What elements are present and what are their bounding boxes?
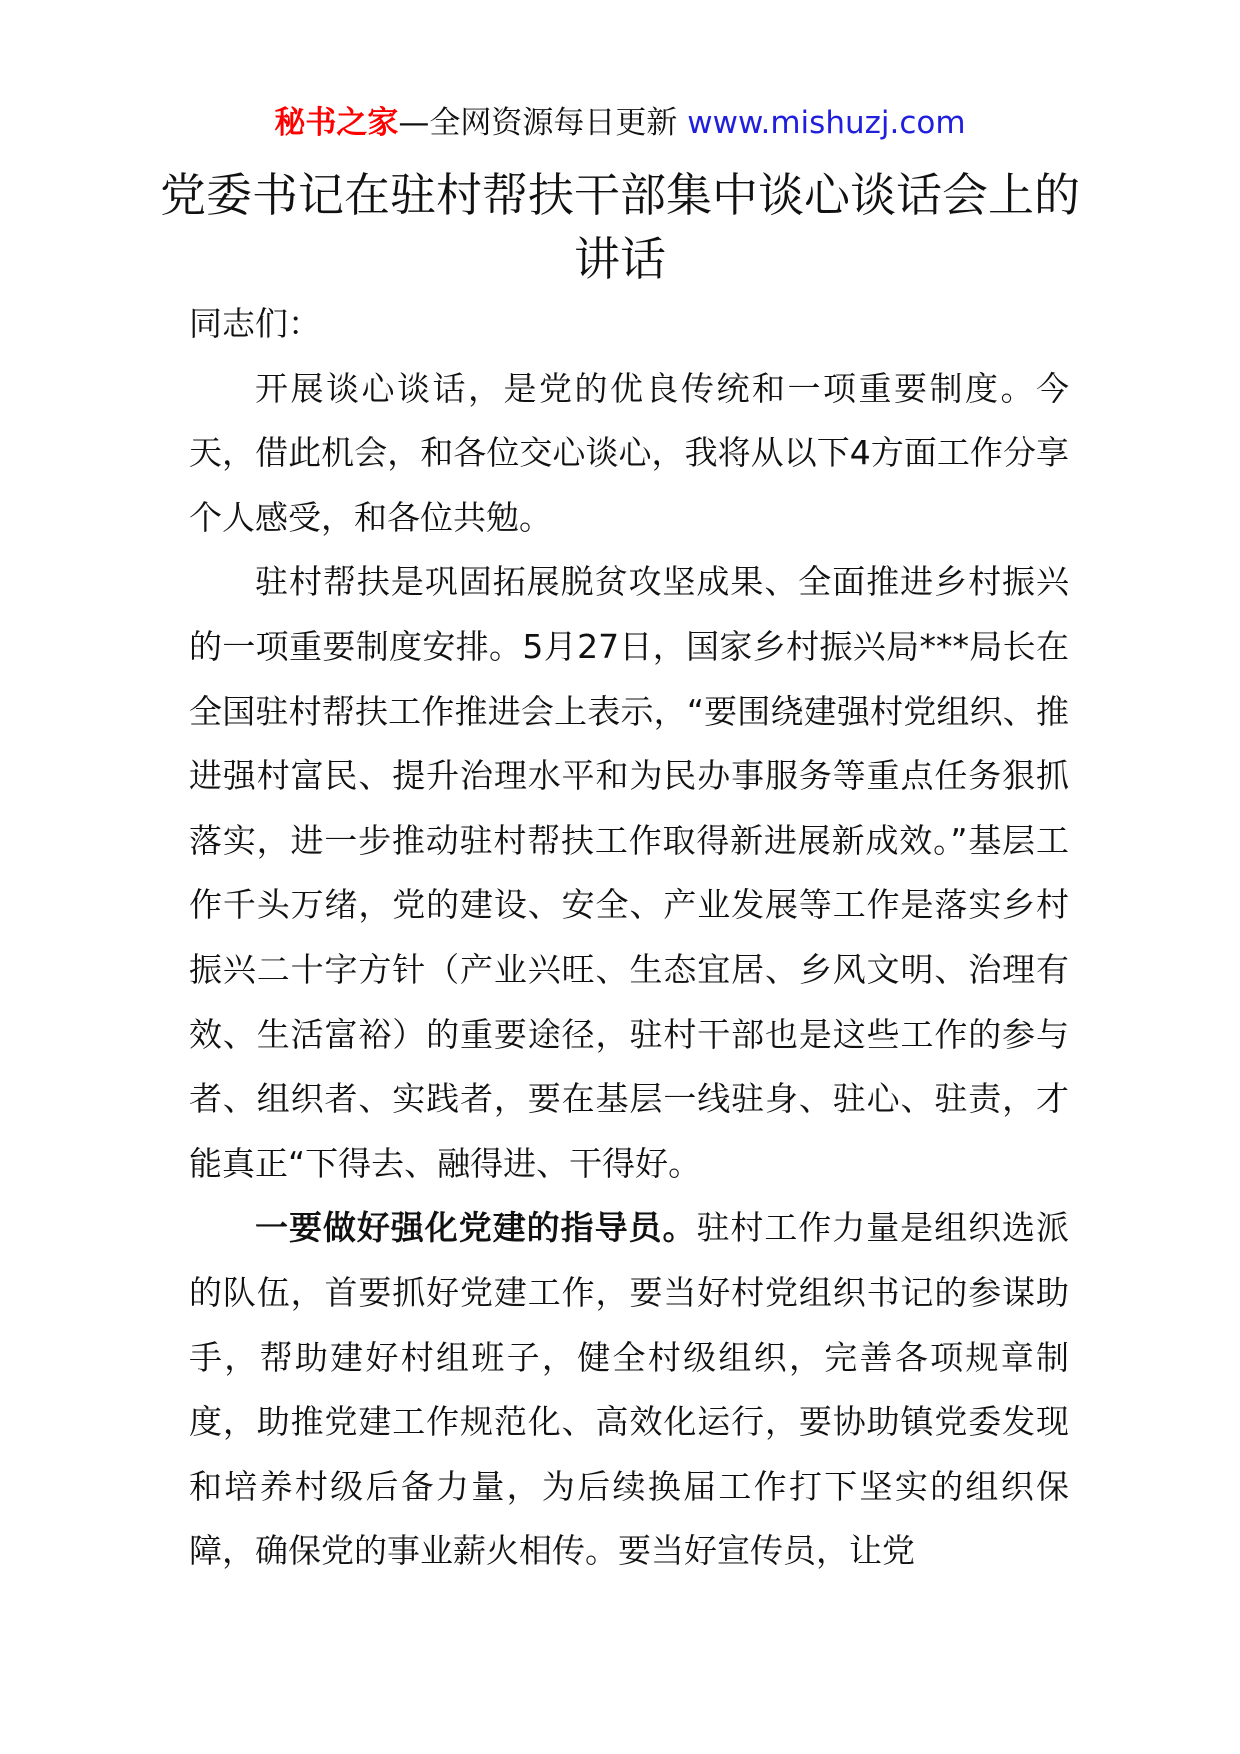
site-tagline: —全网资源每日更新 <box>398 105 678 141</box>
salutation: 同志们： <box>189 304 321 343</box>
site-brand: 秘书之家 <box>274 105 399 141</box>
paragraph-context: 驻村帮扶是巩固拓展脱贫攻坚成果、全面推进乡村振兴的一项重要制度安排。5月27日，国家乡村振兴局***局长在全国驻村帮扶工作推进会上表示，“要围绕建强村党组织、推进强村富民、提升治理水平和为民办事服务等重点任务狠抓落实，进一步推动驻村帮扶工作取得新进展新成效。”基层工作千头万绪，党的建设、安全、产业发展等工作是落实乡村振兴二十字方针（产业兴旺、生态宜居、乡风文明、治理有效、生活富裕）的重要途径，驻村干部也是这些工作的参与者、组织者、实践者，要在基层一线驻身、驻心、驻责，才能真正“下得去、融得进、干得好。 <box>189 562 1069 1183</box>
section-1-heading: 一要做好强化党建的指导员。 <box>255 1208 697 1248</box>
site-header <box>0 103 1240 143</box>
paragraph-intro: 开展谈心谈话，是党的优良传统和一项重要制度。今天，借此机会，和各位交心谈心，我将从以下4方面工作分享个人感受，和各位共勉。 <box>189 368 1069 537</box>
paragraph-section-1 <box>189 1196 1069 1584</box>
section-1-text: 驻村工作力量是组织选派的队伍，首要抓好党建工作，要当好村党组织书记的参谋助手，帮助建好村组班子，健全村级组织，完善各项规章制度，助推党建工作规范化、高效化运行，要协助镇党委发现和培养村级后备力量，为后续换届工作打下坚实的组织保障，确保党的事业薪火相传。要当好宣传员，让党 <box>189 1208 1070 1571</box>
document-body <box>189 292 1069 1584</box>
document-title: 党委书记在驻村帮扶干部集中谈心谈话会上的讲话 <box>160 168 1080 286</box>
site-url[interactable]: www.mishuzj.com <box>687 105 966 141</box>
